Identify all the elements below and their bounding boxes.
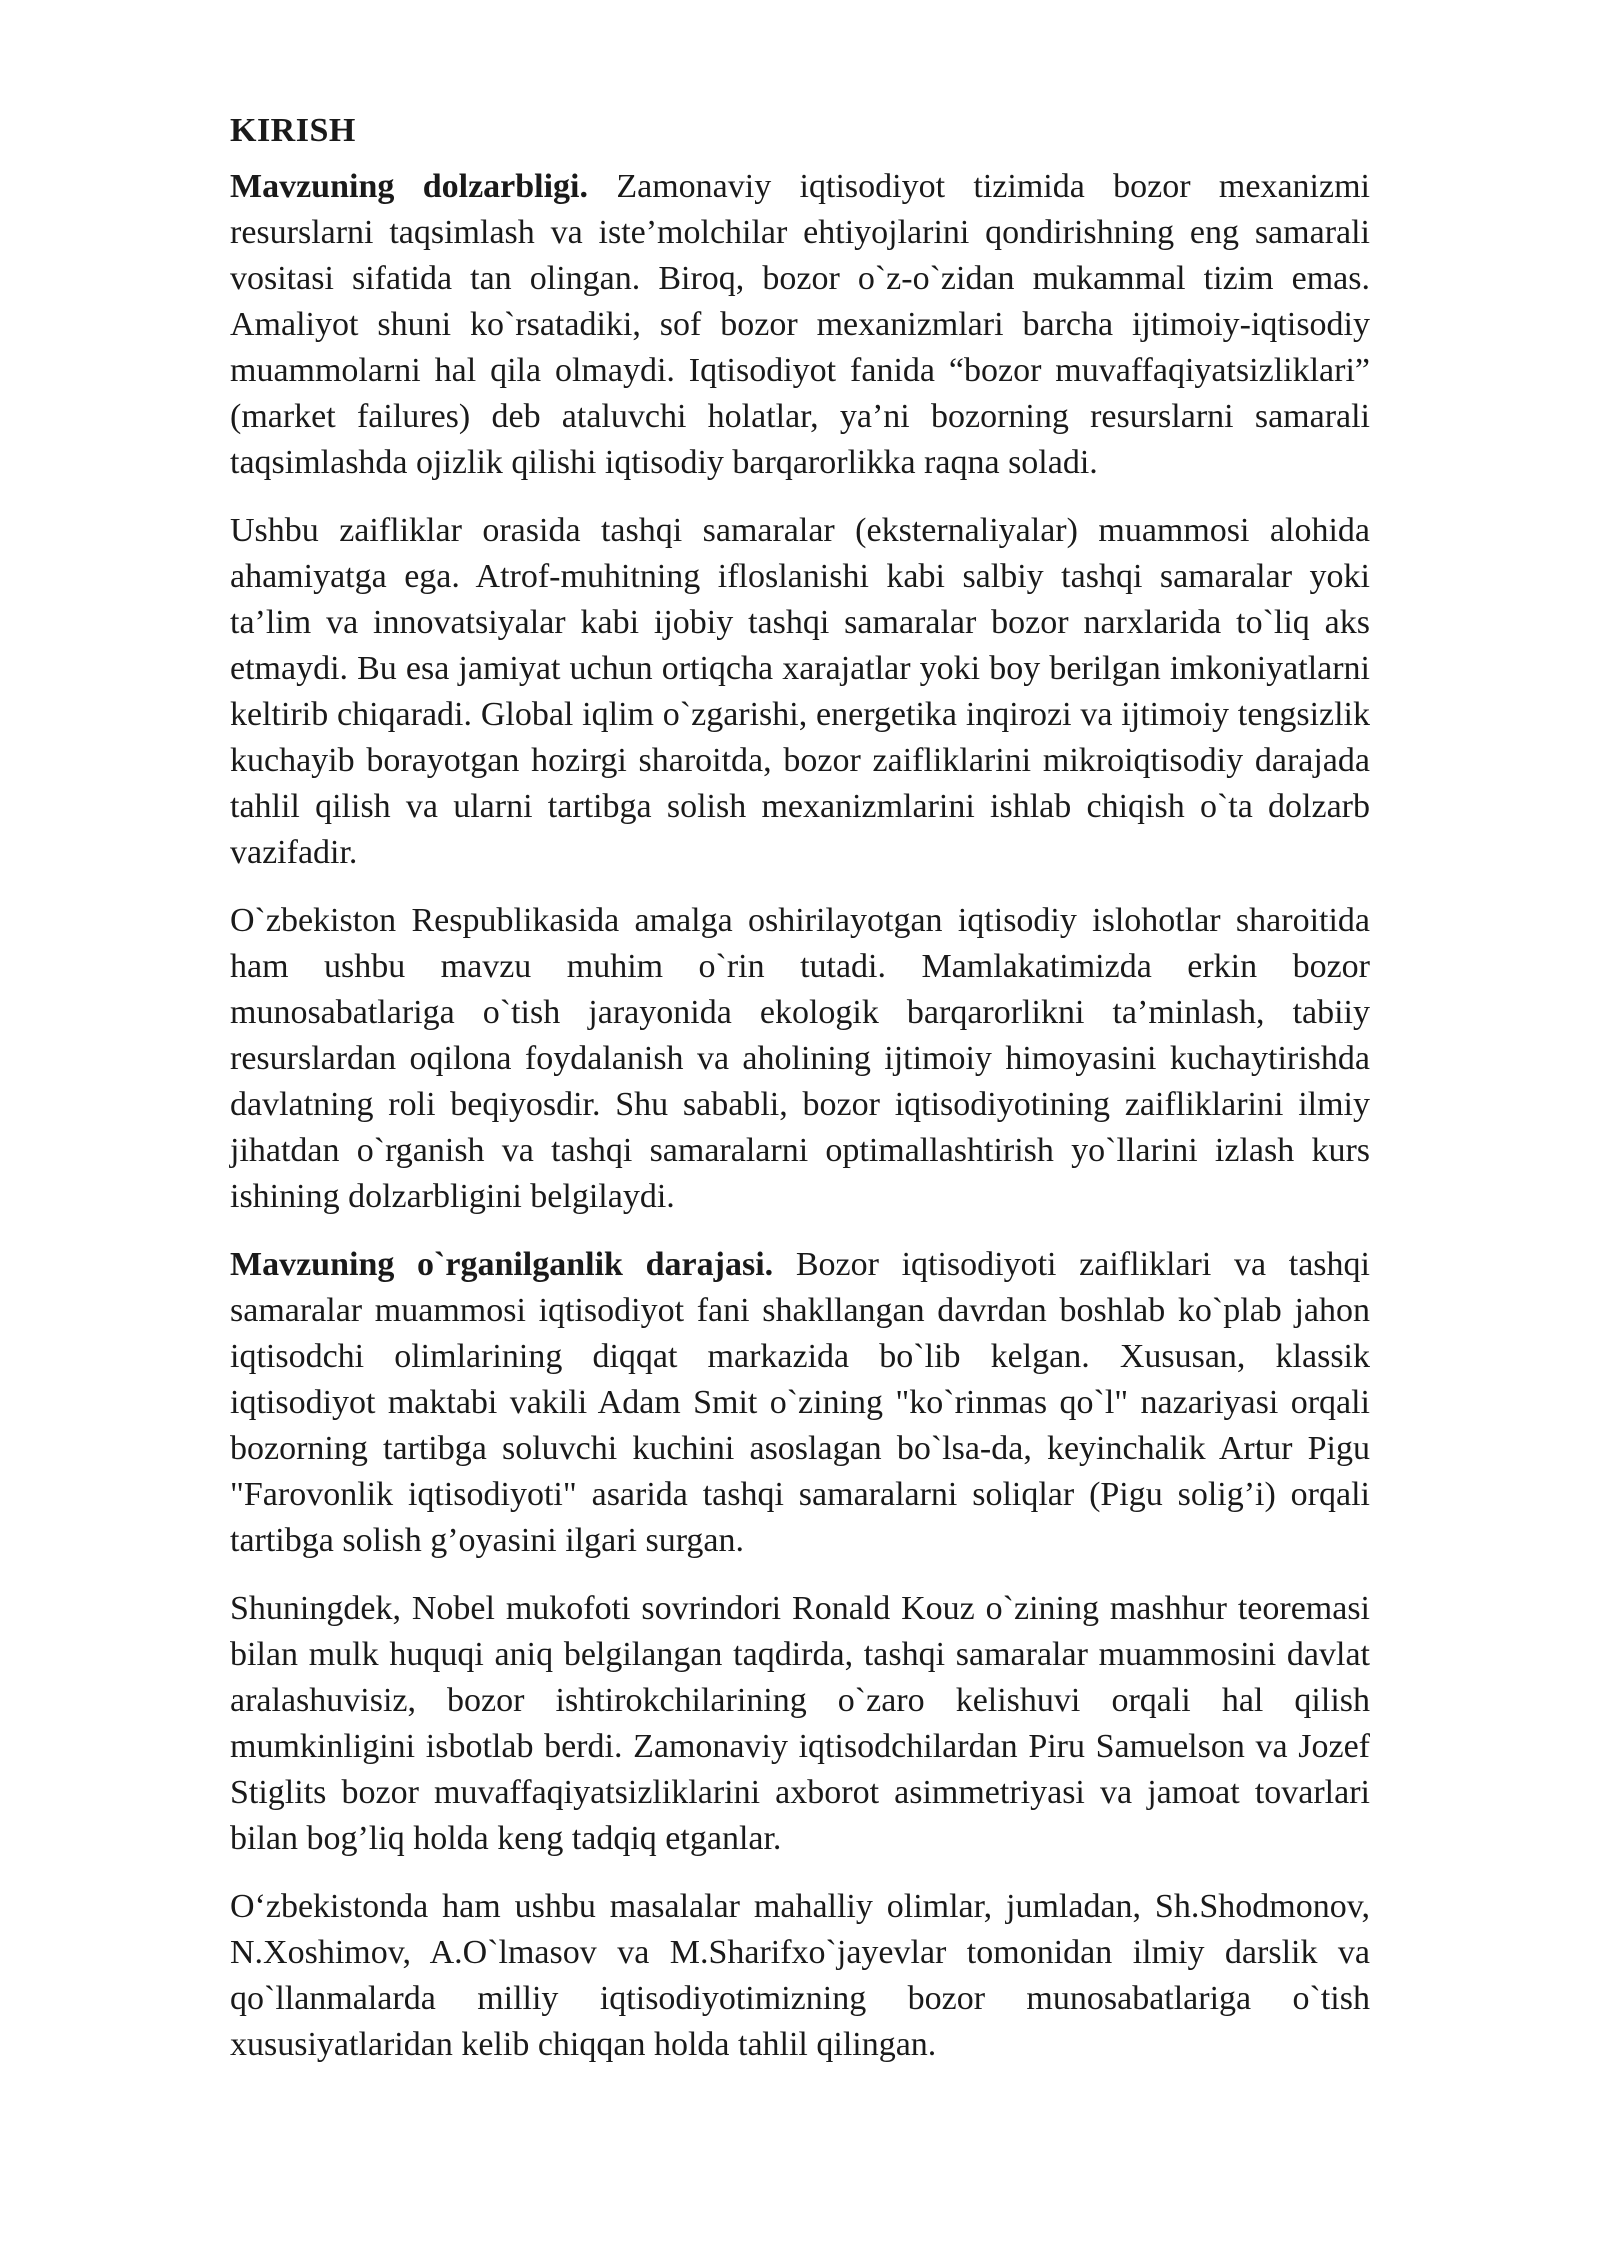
paragraph-lead: Mavzuning o`rganilganlik darajasi. [230, 1246, 774, 1283]
document-page [230, 108, 1370, 2090]
paragraph-text: Shuningdek, Nobel mukofoti sovrindori Ronald Kouz o`zining mashhur teoremasi bilan mulk huquqi aniq belgilangan taqdirda, tashqi samaralar muammosini davlat aralashuvisiz, bozor ishtirokchilarining o`zaro kelishuvi orqali hal qilish mumkinligini isbotlab berdi. Zamonaviy iqtisodchilardan Piru Samuelson va Jozef Stiglits bozor muvaffaqiyatsizliklarini axborot asimmetriyasi va jamoat tovarlari bilan bog’liq holda keng tadqiq etganlar. [230, 1590, 1370, 1857]
paragraph-text: O`zbekiston Respublikasida amalga oshirilayotgan iqtisodiy islohotlar sharoitida ham ushbu mavzu muhim o`rin tutadi. Mamlakatimizda erkin bozor munosabatlariga o`tish jarayonida ekologik barqarorlikni ta’minlash, tabiiy resurslardan oqilona foydalanish va aholining ijtimoiy himoyasini kuchaytirishda davlatning roli beqiyosdir. Shu sababli, bozor iqtisodiyotining zaifliklarini ilmiy jihatdan o`rganish va tashqi samaralarni optimallashtirish yo`llarini izlash kurs ishining dolzarbligini belgilaydi. [230, 902, 1370, 1215]
paragraph-text: Zamonaviy iqtisodiyot tizimida bozor mexanizmi resurslarni taqsimlash va iste’molchilar ehtiyojlarini qondirishning eng samarali vositasi sifatida tan olingan. Biroq, bozor o`z-o`zidan mukammal tizim emas. Amaliyot shuni ko`rsatadiki, sof bozor mexanizmlari barcha ijtimoiy-iqtisodiy muammolarni hal qila olmaydi. Iqtisodiyot fanida “bozor muvaffaqiyatsizliklari” (market failures) deb ataluvchi holatlar, ya’ni bozorning resurslarni samarali taqsimlashda ojizlik qilishi iqtisodiy barqarorlikka raqna soladi. [230, 168, 1370, 481]
paragraph-text: Ushbu zaifliklar orasida tashqi samaralar (eksternaliyalar) muammosi alohida ahamiyatga ega. Atrof-muhitning ifloslanishi kabi salbiy tashqi samaralar yoki ta’lim va innovatsiyalar kabi ijobiy tashqi samaralar bozor narxlarida to`liq aks etmaydi. Bu esa jamiyat uchun ortiqcha xarajatlar yoki boy berilgan imkoniyatlarni keltirib chiqaradi. Global iqlim o`zgarishi, energetika inqirozi va ijtimoiy tengsizlik kuchayib borayotgan hozirgi sharoitda, bozor zaifliklarini mikroiqtisodiy darajada tahlil qilish va ularni tartibga solish mexanizmlarini ishlab chiqish o`ta dolzarb vazifadir. [230, 512, 1370, 871]
paragraph-lead: Mavzuning dolzarbligi. [230, 168, 588, 205]
paragraph-study-level [230, 1242, 1370, 1564]
section-heading: KIRISH [230, 112, 356, 149]
paragraph-relevance [230, 164, 1370, 486]
paragraph-text: O‘zbekistonda ham ushbu masalalar mahalliy olimlar, jumladan, Sh.Shodmonov, N.Xoshimov, A.O`lmasov va M.Sharifxo`jayevlar tomonidan ilmiy darslik va qo`llanmalarda milliy iqtisodiyotimizning bozor munosabatlariga o`tish xususiyatlaridan kelib chiqqan holda tahlil qilingan. [230, 1888, 1370, 2063]
paragraph-coase-theorem [230, 1586, 1370, 1862]
paragraph-externalities [230, 508, 1370, 876]
paragraph-text: Bozor iqtisodiyoti zaifliklari va tashqi samaralar muammosi iqtisodiyot fani shakllangan davrdan boshlab ko`plab jahon iqtisodchi olimlarining diqqat markazida bo`lib kelgan. Xususan, klassik iqtisodiyot maktabi vakili Adam Smit o`zining "ko`rinmas qo`l" nazariyasi orqali bozorning tartibga soluvchi kuchini asoslagan bo`lsa-da, keyinchalik Artur Pigu "Farovonlik iqtisodiyoti" asarida tashqi samaralarni soliqlar (Pigu solig’i) orqali tartibga solish g’oyasini ilgari surgan. [230, 1246, 1370, 1559]
paragraph-uzbekistan-reforms [230, 898, 1370, 1220]
paragraph-local-scholars [230, 1884, 1370, 2068]
